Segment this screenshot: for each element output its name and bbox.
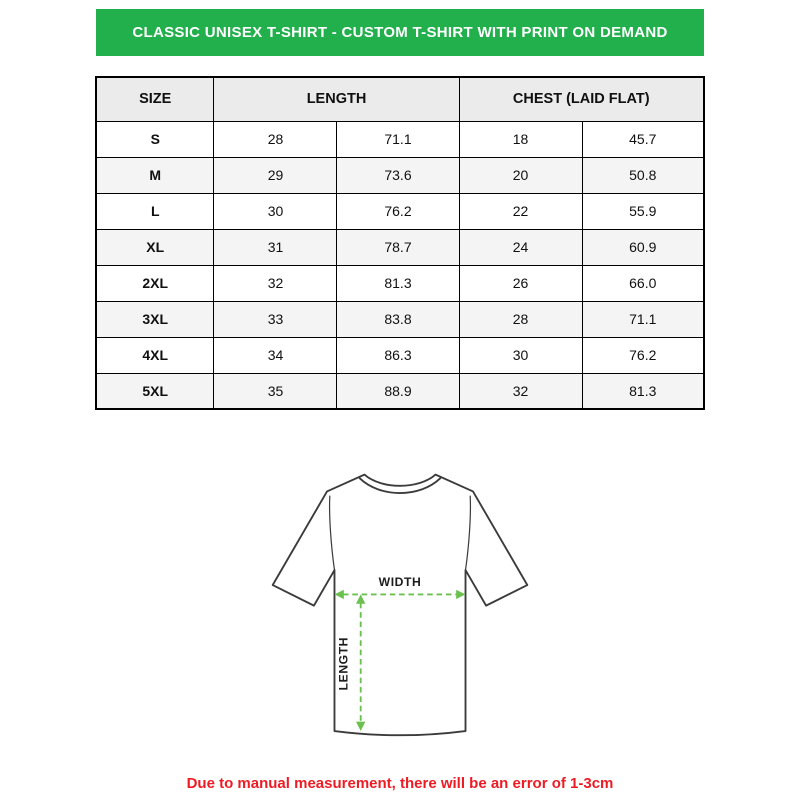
cell-length-cm: 88.9 <box>337 373 459 409</box>
table-row <box>96 229 704 265</box>
cell-length-cm: 73.6 <box>337 157 459 193</box>
cell-chest-cm: 55.9 <box>582 193 704 229</box>
cell-length-cm: 78.7 <box>337 229 459 265</box>
cell-chest-cm: 45.7 <box>582 121 704 157</box>
cell-length-in: 28 <box>214 121 337 157</box>
cell-chest-cm: 71.1 <box>582 301 704 337</box>
table-row <box>96 373 704 409</box>
cell-chest-cm: 66.0 <box>582 265 704 301</box>
cell-size: 2XL <box>96 265 214 301</box>
table-row <box>96 301 704 337</box>
cell-length-cm: 83.8 <box>337 301 459 337</box>
cell-chest-in: 24 <box>459 229 582 265</box>
table-row <box>96 157 704 193</box>
cell-chest-in: 18 <box>459 121 582 157</box>
cell-length-in: 29 <box>214 157 337 193</box>
cell-length-in: 35 <box>214 373 337 409</box>
cell-chest-in: 22 <box>459 193 582 229</box>
col-header-size: SIZE <box>96 77 214 121</box>
width-label: WIDTH <box>378 574 422 589</box>
cell-length-cm: 76.2 <box>337 193 459 229</box>
title-banner <box>96 9 704 56</box>
tshirt-outline <box>273 475 528 736</box>
table-header-row <box>96 77 704 121</box>
cell-chest-in: 20 <box>459 157 582 193</box>
col-header-length: LENGTH <box>214 77 459 121</box>
col-header-chest: CHEST (LAID FLAT) <box>459 77 704 121</box>
cell-chest-cm: 60.9 <box>582 229 704 265</box>
cell-chest-cm: 76.2 <box>582 337 704 373</box>
table-row <box>96 337 704 373</box>
measurement-error-note: Due to manual measurement, there will be an error of 1-3cm <box>186 775 614 792</box>
cell-chest-in: 32 <box>459 373 582 409</box>
table-row <box>96 121 704 157</box>
cell-size: 4XL <box>96 337 214 373</box>
cell-chest-in: 30 <box>459 337 582 373</box>
measurement-diagram <box>250 454 550 751</box>
cell-length-in: 31 <box>214 229 337 265</box>
cell-size: M <box>96 157 214 193</box>
cell-size: 3XL <box>96 301 214 337</box>
cell-chest-cm: 50.8 <box>582 157 704 193</box>
cell-size: XL <box>96 229 214 265</box>
table-row <box>96 265 704 301</box>
size-chart-table <box>95 76 705 410</box>
cell-length-in: 33 <box>214 301 337 337</box>
cell-length-in: 34 <box>214 337 337 373</box>
cell-length-cm: 86.3 <box>337 337 459 373</box>
length-label: LENGTH <box>336 636 351 691</box>
cell-size: L <box>96 193 214 229</box>
table-row <box>96 193 704 229</box>
cell-chest-in: 28 <box>459 301 582 337</box>
cell-chest-cm: 81.3 <box>582 373 704 409</box>
cell-size: 5XL <box>96 373 214 409</box>
cell-length-in: 32 <box>214 265 337 301</box>
page-title: CLASSIC UNISEX T-SHIRT - CUSTOM T-SHIRT WITH PRINT ON DEMAND <box>132 24 668 41</box>
cell-length-cm: 71.1 <box>337 121 459 157</box>
cell-length-cm: 81.3 <box>337 265 459 301</box>
cell-length-in: 30 <box>214 193 337 229</box>
cell-chest-in: 26 <box>459 265 582 301</box>
tshirt-diagram-icon <box>250 454 550 746</box>
cell-size: S <box>96 121 214 157</box>
